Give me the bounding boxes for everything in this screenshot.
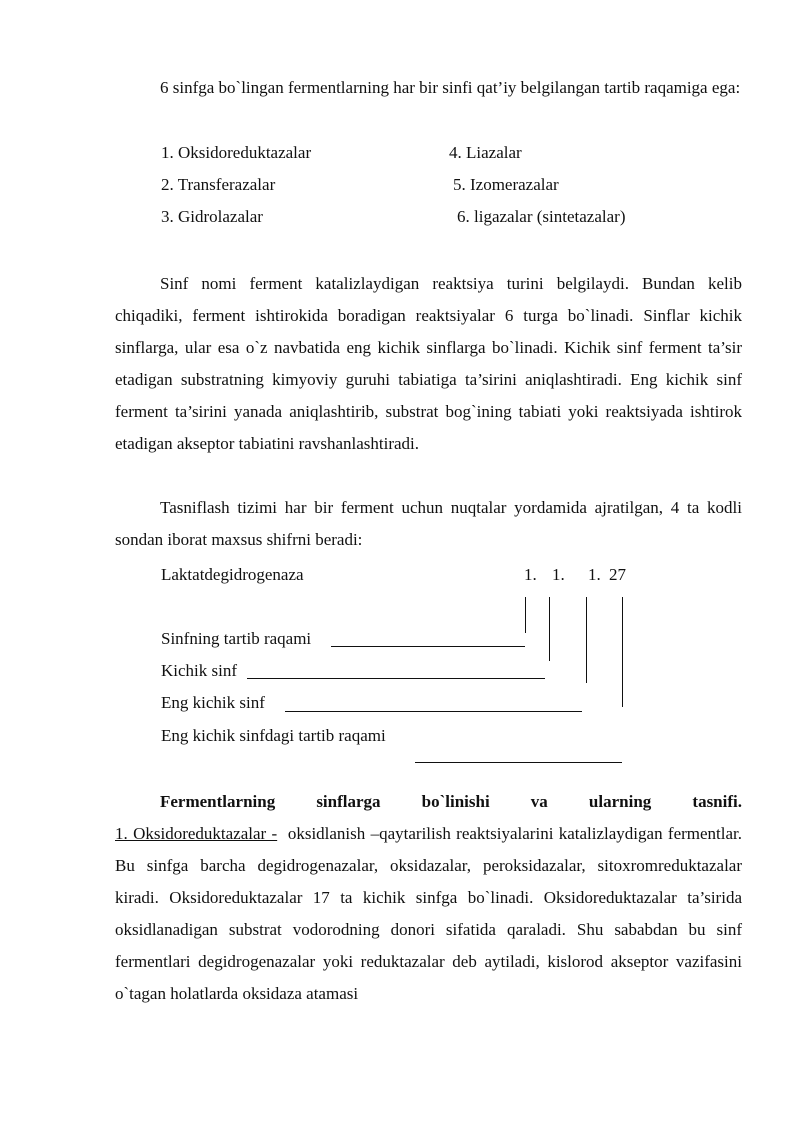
connector-vert-class <box>525 597 526 633</box>
connector-vert-subsubclass <box>586 597 587 683</box>
enzyme-name: Laktatdegidrogenaza <box>161 565 304 584</box>
section-heading-text: Fermentlarning sinflarga bo`linishi va ularning tasnifi. <box>160 792 742 811</box>
label-class-number: Sinfning tartib raqami <box>161 629 312 648</box>
class-item-6: 6. ligazalar (sintetazalar) <box>457 207 626 226</box>
code-part-subclass: 1. <box>552 565 565 584</box>
intro-paragraph: 6 sinfga bo`lingan fermentlarning har bir sinfi qat’iy belgilangan tartib raqamiga ega: <box>160 78 741 97</box>
connector-vert-subclass <box>549 597 550 661</box>
connector-line-class <box>331 646 525 647</box>
class-item-4: 4. Liazalar <box>449 143 522 162</box>
section-heading <box>115 786 742 818</box>
subheading-oxidoreductases: 1. Oksidoreduktazalar - <box>115 824 278 843</box>
oxidoreductase-text: oksidlanish –qaytarilish reaktsiyalarini katalizlaydigan fermentlar. Bu sinfga barcha degidrogenazalar, oksidazalar, peroksidazalar, sitoxromreduktazalar kiradi. Oksidoreduktazalar 17 ta kichik sinfga bo`linadi. Oksidoreduktazalar ta’sirida oksidlanadigan substrat vodorodning donori sifatida qaraladi. Shu sababdan bu sinf fermentlari degidrogenazalar yoki reduktazalar deb aytiladi, kislorod akseptor vazifasini o`tagan holatlarda oksidaza atamasi <box>115 824 743 1003</box>
code-part-subsubclass: 1. <box>588 565 601 584</box>
connector-vert-serial <box>622 597 623 707</box>
code-part-class: 1. <box>524 565 537 584</box>
connector-line-serial <box>415 762 622 763</box>
naming-paragraph: Sinf nomi ferment katalizlaydigan reaktsiya turini belgilaydi. Bundan kelib chiqadiki, ferment ishtirokida boradigan reaktsiyalar 6 turga bo`linadi. Sinflar kichik sinflarga, ular esa o`z navbatida eng kichik sinflarga bo`linadi. Kichik sinf ferment ta’sir etadigan substratning kimyoviy guruhi tabiatiga ta’sirini aniqlashtiradi. Eng kichik sinf ferment ta’sirini yanada aniqlashtirib, substrat bog`ining tabiati yoki reaktsiyada ishtirok etadigan akseptor tabiatini ravshanlashtiradi. <box>115 274 742 453</box>
code-part-serial: 27 <box>609 565 626 584</box>
label-subclass: Kichik sinf <box>161 661 238 680</box>
oxidoreductase-paragraph <box>115 818 742 1010</box>
connector-line-subsubclass <box>285 711 582 712</box>
class-item-1: 1. Oksidoreduktazalar <box>161 143 312 162</box>
code-paragraph: Tasniflash tizimi har bir ferment uchun nuqtalar yordamida ajratilgan, 4 ta kodli sondan iborat maxsus shifrni beradi: <box>115 498 742 549</box>
label-serial-number: Eng kichik sinfdagi tartib raqami <box>161 726 386 745</box>
connector-line-subclass <box>247 678 545 679</box>
label-subsubclass: Eng kichik sinf <box>161 693 265 712</box>
class-item-2: 2. Transferazalar <box>161 175 276 194</box>
class-item-3: 3. Gidrolazalar <box>161 207 263 226</box>
class-item-5: 5. Izomerazalar <box>453 175 559 194</box>
